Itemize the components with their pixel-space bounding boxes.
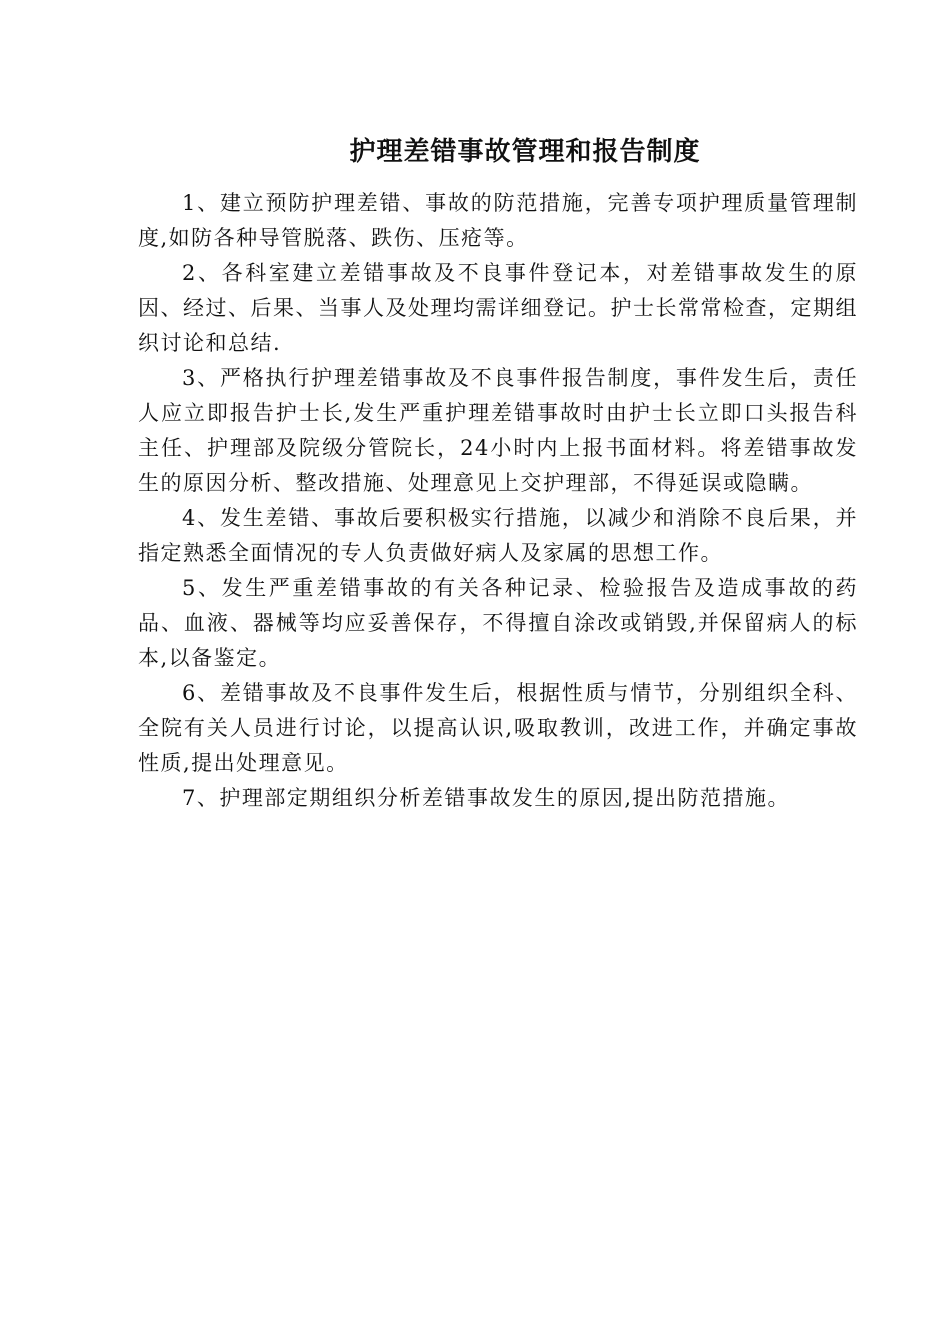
paragraph-4: 4、发生差错、事故后要积极实行措施，以减少和消除不良后果，并指定熟悉全面情况的专人负责做好病人及家属的思想工作。 (138, 506, 858, 565)
document-body (138, 186, 858, 816)
paragraph-5: 5、发生严重差错事故的有关各种记录、检验报告及造成事故的药品、血液、器械等均应妥善保存，不得擅自涂改或销毁,并保留病人的标本,以备鉴定。 (138, 576, 858, 670)
document-title: 护理差错事故管理和报告制度 (349, 137, 701, 167)
paragraph-3: 3、严格执行护理差错事故及不良事件报告制度，事件发生后，责任人应立即报告护士长,发生严重护理差错事故时由护士长立即口头报告科主任、护理部及院级分管院长，24小时内上报书面材料。将差错事故发生的原因分析、整改措施、处理意见上交护理部，不得延误或隐瞒。 (138, 366, 858, 495)
paragraph-7: 7、护理部定期组织分析差错事故发生的原因,提出防范措施。 (182, 786, 791, 810)
paragraph-1: 1、建立预防护理差错、事故的防范措施，完善专项护理质量管理制度,如防各种导管脱落、跌伤、压疮等。 (138, 191, 858, 250)
paragraph-6: 6、差错事故及不良事件发生后，根据性质与情节，分别组织全科、全院有关人员进行讨论，以提高认识,吸取教训，改进工作，并确定事故性质,提出处理意见。 (138, 681, 858, 775)
paragraph-2: 2、各科室建立差错事故及不良事件登记本，对差错事故发生的原因、经过、后果、当事人及处理均需详细登记。护士长常常检查，定期组织讨论和总结. (138, 261, 858, 355)
